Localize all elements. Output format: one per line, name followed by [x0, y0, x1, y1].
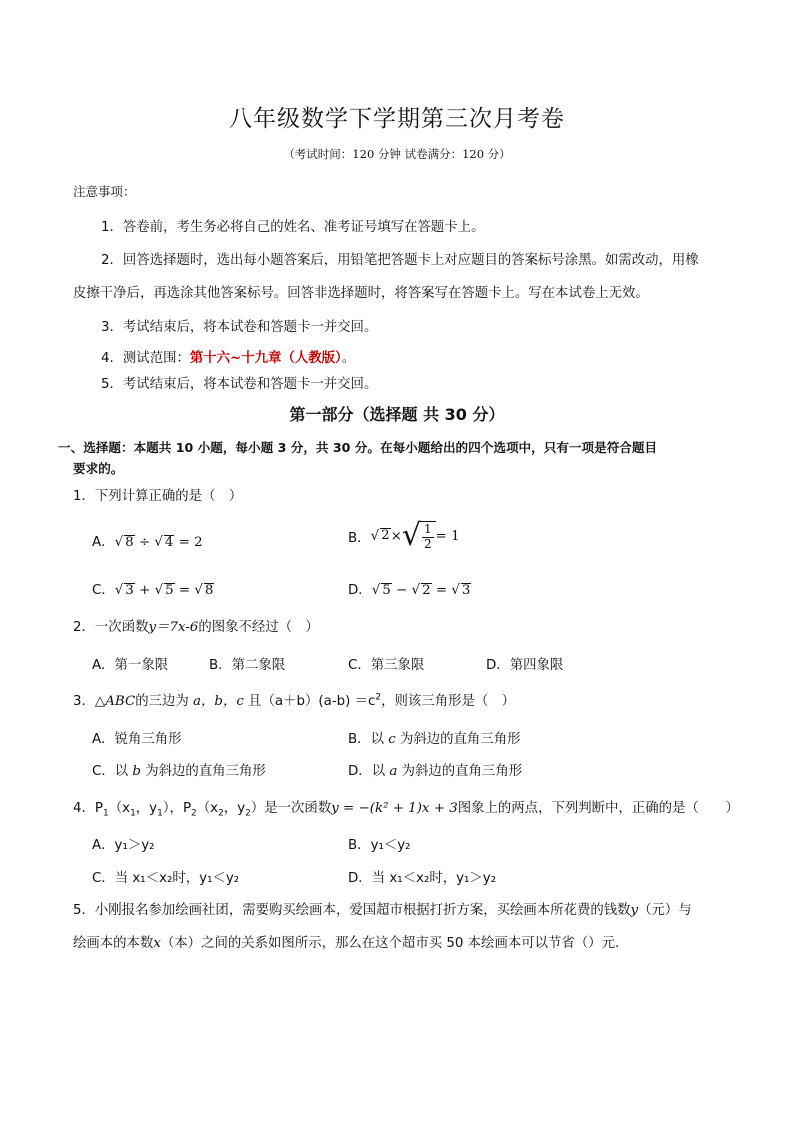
q3-c-suffix: 为斜边的直角三角形: [145, 764, 266, 779]
notice-item-2-line-1: 2．回答选择题时，选出每小题答案后，用铅笔把答题卡上对应题目的答案标号涂黑。如需改动，用橡: [101, 253, 699, 268]
q4-sub: 2: [218, 808, 224, 819]
q1-c-radicand-1: 3: [125, 583, 134, 598]
q3-triangle: △ABC: [94, 694, 136, 709]
q1-b-label: B．: [348, 530, 371, 546]
q5-var-y: y: [630, 903, 639, 918]
notice-item-4-prefix: 4．测试范围：: [101, 351, 190, 366]
q1-option-b: B． √ 2 × √ $\frac{1}{2}$ = 1: [348, 518, 460, 553]
test-range: 第十六~十九章（人教版）: [189, 351, 342, 366]
q1-a-rhs: = 2: [174, 535, 203, 550]
section-intro-line-2: 要求的。: [73, 461, 124, 476]
q1-b-fraction-root: √ $\frac{1}{2}$: [402, 521, 436, 552]
q1-d-radicand-1: 5: [382, 583, 391, 598]
q4-sub: 2: [245, 808, 251, 819]
q3-sides: a，b，c: [188, 694, 249, 709]
q1-b-denominator: 2: [424, 536, 432, 551]
notice-item-4-suffix: 。: [341, 351, 356, 366]
q3-c-prefix: C．以: [92, 764, 129, 779]
q5-line-2-a: 绘画本的本数: [73, 936, 154, 951]
q2-stem-b: 的图象不经过（ ）: [198, 620, 319, 635]
q2-option-a: A．第一象限: [92, 658, 169, 673]
q2-stem: [73, 616, 319, 635]
q1-d-radicand-2: 2: [422, 583, 431, 598]
q4-sub: 2: [191, 808, 197, 819]
q4-stem-end: 图象上的两点，下列判断中，正确的是（ ）: [457, 801, 739, 816]
q3-b-prefix: B．以: [348, 732, 384, 747]
q3-c-var: b: [128, 764, 146, 779]
q1-d-op: −: [391, 583, 412, 598]
q1-b-numerator: 1: [424, 522, 432, 536]
q5-line-2-b: （本）之间的关系如图所示，那么在这个超市买 50 本绘画本可以节省（）元.: [160, 936, 620, 951]
q5-line-2: [73, 932, 619, 951]
q3-d-suffix: 为斜边的直角三角形: [401, 764, 523, 779]
q4-sub: 1: [103, 808, 109, 819]
q1-a-op: ÷: [134, 535, 155, 550]
q5-line-1: [73, 899, 692, 918]
q1-option-d: D．√ 5 − √ 2 = √ 3: [348, 583, 471, 598]
section-intro-line-1: [58, 437, 657, 456]
q2-option-b: B．第二象限: [209, 658, 286, 673]
q4-option-a: A．y₁＞y₂: [92, 838, 155, 853]
q4-expression: y = −(k² + 1)x + 3: [331, 801, 458, 816]
q1-d-eq: =: [431, 583, 452, 598]
q3-option-b: [348, 728, 521, 747]
q5-line-1-b: （元）与: [638, 903, 692, 918]
q3-option-c: [92, 760, 266, 779]
notice-item-4: [101, 347, 355, 366]
q3-b-suffix: 为斜边的直角三角形: [399, 732, 521, 747]
q4-p: 4．P: [73, 801, 103, 816]
section-intro-b: 四个选项中: [468, 440, 532, 455]
q3-stem-e: ，则该三角形是（ ）: [381, 694, 516, 709]
q3-d-prefix: D．以: [348, 764, 386, 779]
q3-d-var: a: [385, 764, 402, 779]
notice-item-1: 1．答卷前，考生务必将自己的姓名、准考证号填写在答题卡上。: [101, 220, 485, 235]
q2-stem-a: 2．一次函数: [73, 620, 149, 635]
q2-expression: y＝7x-6: [148, 620, 199, 635]
q1-c-radicand-2: 5: [165, 583, 174, 598]
notice-item-3: 3．考试结束后，将本试卷和答题卡一并交回。: [101, 320, 378, 335]
q2-option-c: C．第三象限: [348, 658, 425, 673]
q3-stem-a: 3．: [73, 694, 95, 709]
q4-x2: （x: [196, 801, 219, 816]
q4-sub: 1: [130, 808, 136, 819]
notice-item-5: 5．考试结束后，将本试卷和答题卡一并交回。: [101, 377, 378, 392]
exam-subtitle: （考试时间：120 分钟 试卷满分：120 分）: [283, 147, 511, 161]
q1-a-radicand-2: 4: [164, 535, 174, 550]
q1-c-radicand-3: 8: [204, 583, 214, 598]
q4-sub: 1: [157, 808, 163, 819]
section-intro-c: ，只有一项是符合题目: [531, 440, 658, 455]
q2-option-d: D．第四象限: [486, 658, 564, 673]
q1-a-label: A．: [92, 535, 115, 550]
q1-stem: 1．下列计算正确的是（ ）: [73, 489, 243, 504]
q1-a-radicand-1: 8: [125, 535, 134, 550]
notice-item-2-line-2: 皮擦干净后，再选涂其他答案标号。回答非选择题时，将答案写在答题卡上。写在本试卷上无效。: [73, 286, 649, 301]
q3-stem-b: 的三边为: [135, 694, 189, 709]
q3-exponent: 2: [375, 692, 382, 703]
q4-stem: [73, 797, 739, 819]
q1-c-eq: =: [174, 583, 195, 598]
q1-c-label: C．: [92, 583, 115, 598]
q1-b-op: ×: [390, 528, 402, 544]
q1-b-radicand-1: 2: [381, 528, 390, 544]
q4-stem-mid: ）是一次函数: [250, 801, 332, 816]
q4-option-b: B．y₁＜y₂: [348, 838, 411, 853]
section-intro-a: 一、选择题：本题共 10 小题，每小题 3 分，共 30 分。在每小题给出的: [58, 440, 469, 455]
q4-p2: ），P: [162, 801, 192, 816]
q1-c-op: +: [134, 583, 155, 598]
q4-option-d: D．当 x₁＜x₂时，y₁＞y₂: [348, 871, 497, 886]
q4-y: ，y: [135, 801, 158, 816]
q4-x: （x: [108, 801, 131, 816]
q1-b-rhs: = 1: [435, 528, 460, 544]
q3-stem: [73, 690, 515, 709]
q1-option-c: C．√ 3 + √ 5 = √ 8: [92, 583, 214, 598]
q1-d-label: D．: [348, 583, 372, 598]
q3-option-a: A．锐角三角形: [92, 732, 182, 747]
q1-option-a: A．√ 8 ÷ √ 4 = 2: [92, 535, 203, 550]
notice-heading: 注意事项：: [73, 184, 136, 199]
exam-title: 八年级数学下学期第三次月考卷: [229, 106, 565, 132]
q3-option-d: [348, 760, 522, 779]
q4-y2: ，y: [223, 801, 246, 816]
q3-b-var: c: [383, 732, 400, 747]
q5-line-1-a: 5．小刚报名参加绘画社团，需要购买绘画本，爱国超市根据打折方案，买绘画本所花费的钱数: [73, 903, 631, 918]
q4-option-c: C．当 x₁＜x₂时，y₁＜y₂: [92, 871, 240, 886]
q3-stem-d: 且（a＋b）(a-b) ＝c: [248, 694, 376, 709]
section-title: 第一部分（选择题 共 30 分）: [289, 405, 505, 424]
q5-var-x: x: [153, 936, 161, 951]
q1-d-radicand-3: 3: [461, 583, 471, 598]
